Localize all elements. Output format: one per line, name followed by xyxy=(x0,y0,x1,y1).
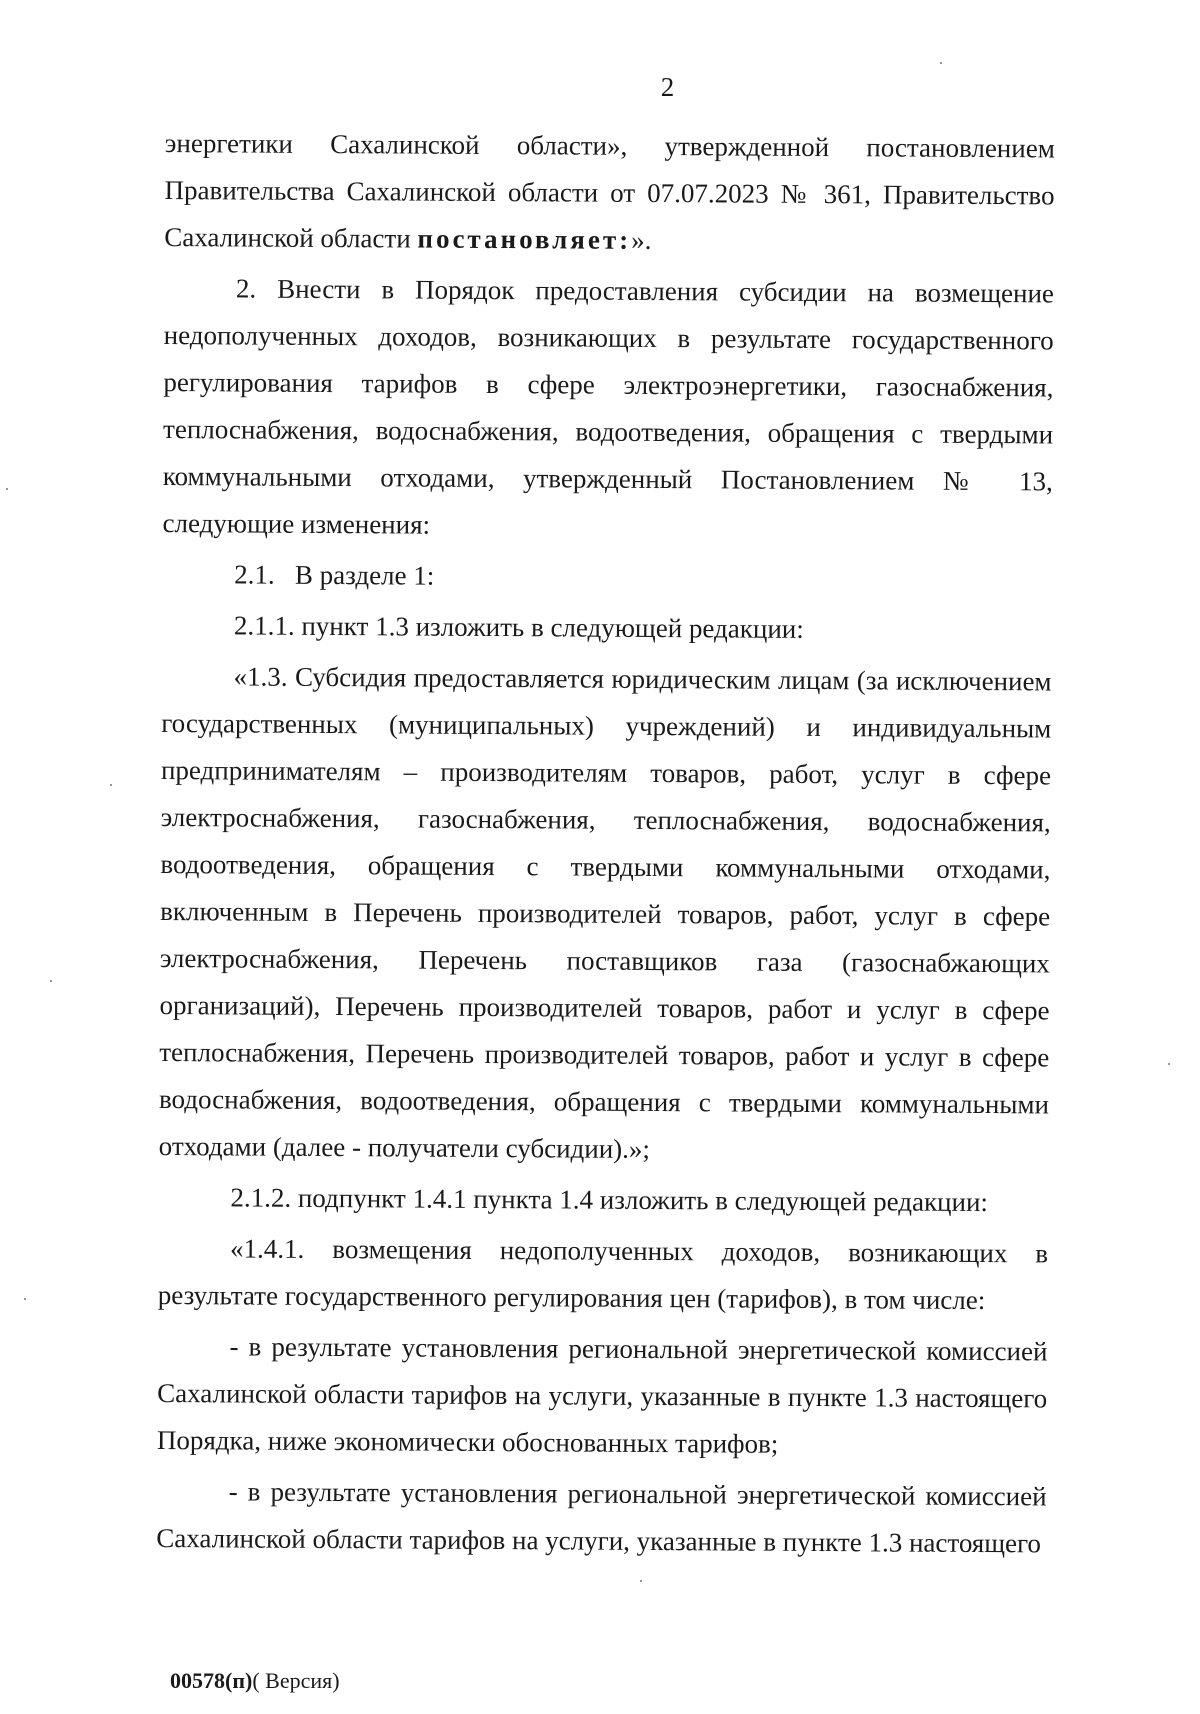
scan-speck xyxy=(110,784,112,786)
scan-speck xyxy=(6,488,8,490)
paragraph-continuation xyxy=(164,120,1055,266)
scan-speck xyxy=(24,1298,26,1300)
paragraph-item-2-1-1: 2.1.1. пункт 1.3 изложить в следующей редакции: xyxy=(233,610,804,644)
paragraph-text: энергетики Сахалинской области», утвержденной постановлением Правительства Сахалинской области от 07.07.2023 № 361, Правительство Сахалинской области xyxy=(164,127,1055,254)
paragraph-item-2: 2. Внести в Порядок предоставления субсидии на возмещение недополученных доходов, возникающих в результате государственного регулирования тарифов в сфере электроэнергетики, газоснабжения, теплоснабжения, водоснабжения, водоотведения, обращения с твердыми коммунальными отходами, утвержденный Постановлением № 13, следующие изменения: xyxy=(162,273,1055,540)
scan-speck xyxy=(640,1580,642,1582)
paragraph-item-2-1: 2.1. В разделе 1: xyxy=(234,559,435,591)
bold-keyword: постановляет: xyxy=(417,223,632,255)
document-body xyxy=(156,120,1055,1567)
document-code: 00578(п) xyxy=(170,1668,253,1693)
page-number: 2 xyxy=(660,72,675,102)
paragraph-quote-1-4-1: «1.4.1. возмещения недополученных доходов, возникающих в результате государственного регулирования цен (тарифов), в том числе: xyxy=(157,1233,1049,1316)
scan-speck xyxy=(940,62,942,64)
paragraph-bullet-2: - в результате установления региональной энергетической комиссией Сахалинской области тарифов на услуги, указанные в пункте 1.3 настоящего xyxy=(156,1476,1047,1559)
paragraph-bullet-1: - в результате установления региональной энергетической комиссией Сахалинской области тарифов на услуги, указанные в пункте 1.3 настоящего Порядка, ниже экономически обоснованных тарифов; xyxy=(156,1331,1048,1459)
paragraph-item-2-1-2: 2.1.2. подпункт 1.4.1 пункта 1.4 изложить в следующей редакции: xyxy=(230,1182,989,1218)
document-version: ( Версия) xyxy=(252,1668,340,1693)
paragraph-quote-1-3: «1.3. Субсидия предоставляется юридическим лицам (за исключением государственных (муниципальных) учреждений) и индивидуальным предпринимателям – производителям товаров, работ, услуг в сфере электроснабжения, газоснабжения, теплоснабжения, водоснабжения, водоотведения, обращения с твердыми коммунальными отходами, включенным в Перечень производителей товаров, работ, услуг в сфере электроснабжения, Перечень поставщиков газа (газоснабжающих организаций), Перечень производителей товаров, работ и услуг в сфере теплоснабжения, Перечень производителей товаров, работ и услуг в сфере водоснабжения, водоотведения, обращения с твердыми коммунальными отходами (далее - получатели субсидии).»; xyxy=(158,661,1052,1164)
scan-speck xyxy=(50,980,52,982)
paragraph-closing: ». xyxy=(631,224,652,255)
scan-speck xyxy=(1168,1063,1170,1065)
document-footer xyxy=(170,1668,340,1694)
